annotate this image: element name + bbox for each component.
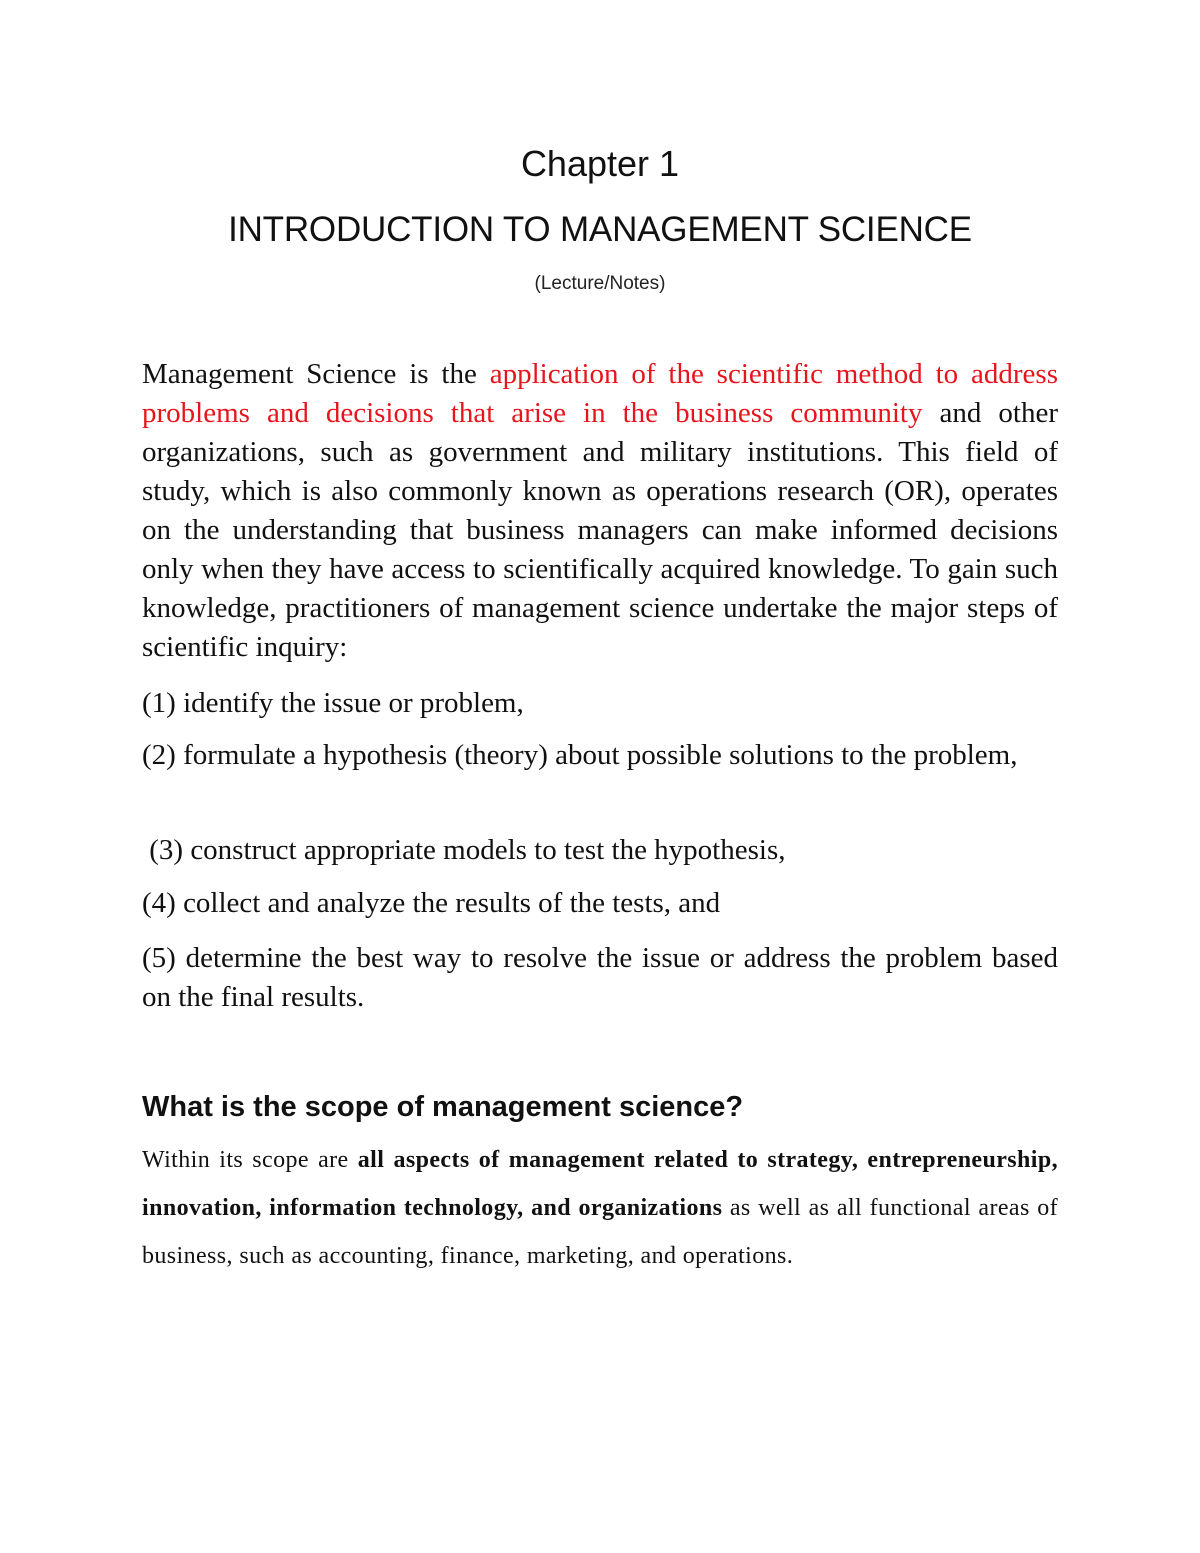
scope-rest: as well as all functional areas of business, such as accounting, finance, marketing, and operations. (142, 1195, 1059, 1269)
intro-lead: Management Science is the (142, 358, 490, 390)
chapter-label: Chapter 1 (520, 143, 680, 184)
page-title: INTRODUCTION TO MANAGEMENT SCIENCE (228, 210, 972, 249)
step-item-1: (1) identify the issue or problem, (142, 687, 524, 719)
scope-heading: What is the scope of management science? (142, 1091, 744, 1123)
page-subtitle: (Lecture/Notes) (534, 273, 666, 294)
step-item-5: (5) determine the best way to resolve the issue or address the problem based on the final results. (142, 942, 1058, 1013)
intro-rest: and other organizations, such as government and military institutions. This field of study, which is also commonly known as operations research (OR), operates on the understanding that business managers can make informed decisions only when they have access to scientifically acquired knowledge. To gain such knowledge, practitioners of management science undertake the major steps of scientific inquiry: (142, 397, 1058, 663)
step-item-3: (3) construct appropriate models to test the hypothesis, (142, 834, 786, 866)
step-item-4: (4) collect and analyze the results of the tests, and (142, 887, 721, 919)
scope-lead: Within its scope are (142, 1147, 358, 1173)
scope-paragraph (142, 1136, 1058, 1280)
scope-bold: all aspects of management related to strategy, entrepreneurship, innovation, information technology, and organizations (142, 1147, 1058, 1221)
intro-paragraph (142, 355, 1058, 667)
step-item-2: (2) formulate a hypothesis (theory) about possible solutions to the problem, (142, 739, 1018, 771)
intro-highlight: application of the scientific method to address problems and decisions that arise in the business community (142, 358, 1058, 429)
